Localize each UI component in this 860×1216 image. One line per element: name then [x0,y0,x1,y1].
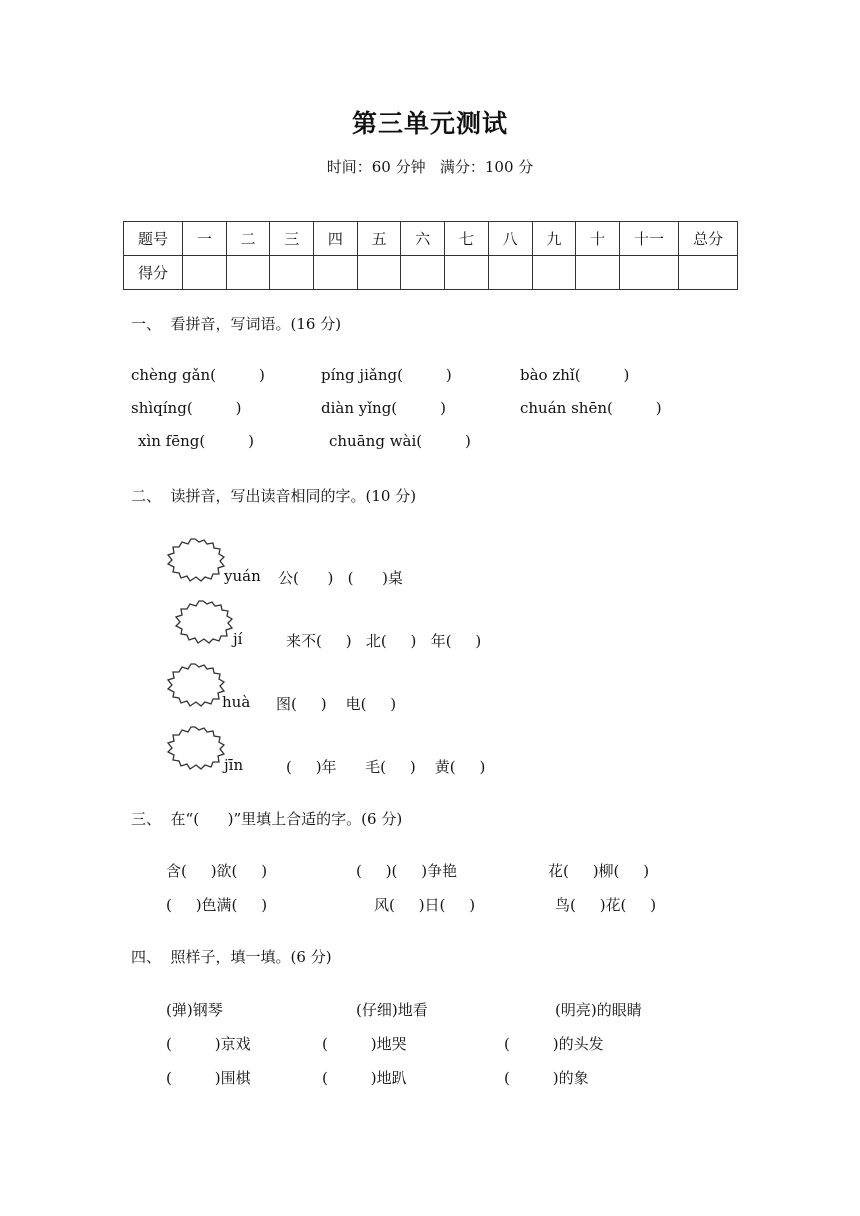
fill-item[interactable]: ( )的头发 [504,1035,604,1053]
score-cell[interactable] [532,256,576,290]
row-label: 得分 [124,256,183,290]
idiom-item[interactable]: 风( )日( ) [374,896,476,914]
pinyin-item[interactable]: diàn yǐng( ) [321,399,446,417]
pinyin-item[interactable]: chuán shēn( ) [520,399,662,417]
homophone-row[interactable]: 图( ) 电( ) [276,695,397,713]
score-cell[interactable] [226,256,270,290]
score-cell[interactable] [576,256,620,290]
header-cell: 题号 [124,222,183,256]
header-cell: 七 [445,222,489,256]
header-cell: 五 [357,222,401,256]
score-table-score-row [124,256,738,290]
header-cell: 二 [226,222,270,256]
fill-item[interactable]: ( )围棋 [166,1069,251,1087]
pinyin-item[interactable]: chèng gǎn( ) [131,366,265,384]
example-item: (弹)钢琴 [166,1001,223,1019]
idiom-item[interactable]: ( )( )争艳 [356,862,458,880]
score-cell[interactable] [401,256,445,290]
score-cell[interactable] [488,256,532,290]
cloud-icon [162,723,228,773]
pinyin-item[interactable]: xìn fēng( ) [138,432,254,450]
cloud-icon [162,660,228,710]
homophone-row[interactable]: ( )年 毛( ) 黄( ) [286,758,486,776]
pinyin-label: jí [233,630,243,648]
score-table-header-row [124,222,738,256]
section-2-heading: 二、 读拼音，写出读音相同的字。(10 分) [131,487,417,505]
example-item: (仔细)地看 [356,1001,428,1019]
header-cell: 十 [576,222,620,256]
header-cell: 十一 [620,222,679,256]
fill-item[interactable]: ( )的象 [504,1069,589,1087]
idiom-item[interactable]: 含( )欲( ) [166,862,268,880]
section-3-heading: 三、 在“( )”里填上合适的字。(6 分) [131,810,403,828]
homophone-row[interactable]: 公( ) ( )桌 [278,569,403,587]
homophone-row[interactable]: 来不( ) 北( ) 年( ) [286,632,482,650]
idiom-item[interactable]: ( )色满( ) [166,896,268,914]
pinyin-item[interactable]: píng jiǎng( ) [321,366,452,384]
header-cell: 一 [183,222,227,256]
score-cell[interactable] [183,256,227,290]
section-4-heading: 四、 照样子，填一填。(6 分) [131,948,332,966]
header-cell: 六 [401,222,445,256]
score-cell[interactable] [314,256,358,290]
pinyin-label: huà [222,693,251,711]
score-cell[interactable] [620,256,679,290]
score-cell[interactable] [357,256,401,290]
page-title: 第三单元测试 [351,109,508,138]
header-cell: 三 [270,222,314,256]
cloud-icon [170,597,236,647]
header-cell: 四 [314,222,358,256]
score-cell[interactable] [679,256,738,290]
fill-item[interactable]: ( )地趴 [322,1069,407,1087]
idiom-item[interactable]: 鸟( )花( ) [555,896,657,914]
example-item: (明亮)的眼睛 [555,1001,642,1019]
exam-info: 时间：60 分钟 满分：100 分 [326,158,534,176]
pinyin-item[interactable]: bào zhǐ( ) [520,366,630,384]
idiom-item[interactable]: 花( )柳( ) [548,862,650,880]
score-cell[interactable] [270,256,314,290]
pinyin-label: yuán [224,567,261,585]
header-cell: 九 [532,222,576,256]
header-cell: 总分 [679,222,738,256]
pinyin-item[interactable]: shìqíng( ) [131,399,242,417]
pinyin-item[interactable]: chuāng wài( ) [329,432,471,450]
fill-item[interactable]: ( )京戏 [166,1035,251,1053]
score-table [123,221,738,290]
cloud-icon [162,535,228,585]
score-cell[interactable] [445,256,489,290]
pinyin-label: jīn [224,756,244,774]
fill-item[interactable]: ( )地哭 [322,1035,407,1053]
header-cell: 八 [488,222,532,256]
section-1-heading: 一、 看拼音，写词语。(16 分) [131,315,342,333]
